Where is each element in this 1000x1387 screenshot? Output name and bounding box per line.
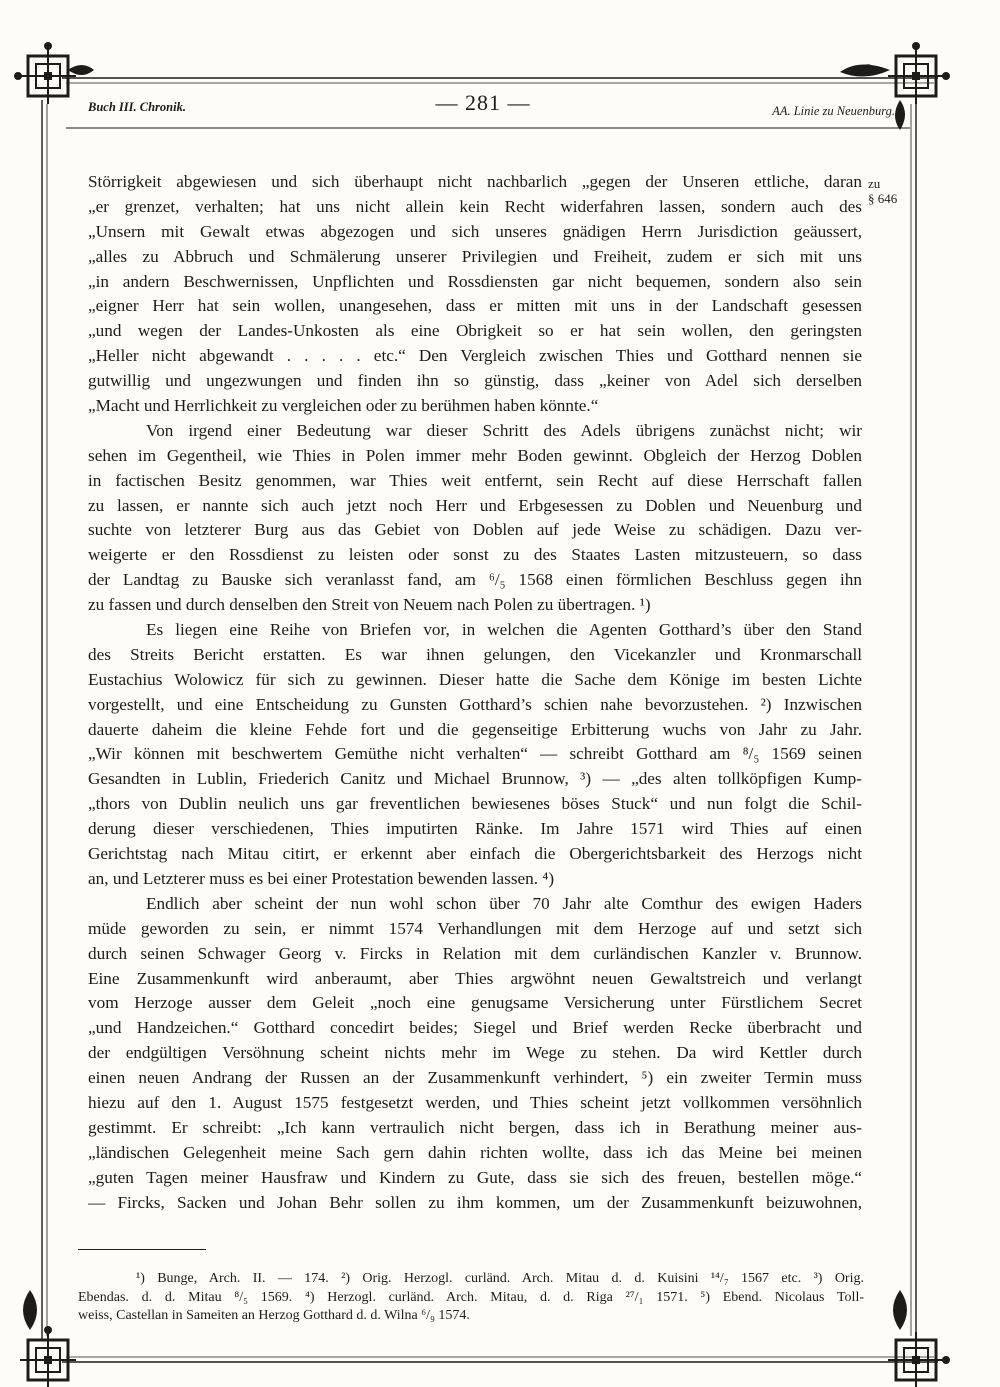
text-line: Gerichtstag nach Mitau citirt, er erkennt aber einfach die Obergerichtsbarkeit des Herzogs nicht <box>88 844 862 864</box>
text-line: „thors von Dublin neulich uns gar freventlichen bewiesenes böses Stuck“ und nun folgt die Schil- <box>88 794 862 814</box>
text-line: — Fircks, Sacken und Johan Behr sollen zu ihm kommen, um der Zusammenkunft beizuwohnen, <box>88 1192 862 1212</box>
body-text <box>88 170 862 1215</box>
text-line: Gesandten in Lublin, Friederich Canitz und Michael Brunnow, ³) — „des alten tollköpfigen Kump- <box>88 769 862 789</box>
text-line: derung dieser verschiedenen, Thies imputirten Ränke. Im Jahre 1571 wird Thies auf einen <box>88 819 862 839</box>
text-line: dauerte daheim die kleine Fehde fort und die gegenseitige Erbitterung wuchs von Jahr zu Jahr. <box>88 719 862 739</box>
text-line: „ländischen Gelegenheit meine Sach gern dahin richten wollte, dass ich das Meine bei meinen <box>88 1142 862 1162</box>
text-line: des Streits Bericht erstatten. Es war ihnen gelungen, den Vicekanzler und Kronmarschall <box>88 644 862 664</box>
text-line: Eustachius Wolowicz für sich zu gewinnen. Dieser hatte die Sache dem Könige im besten Lichte <box>88 669 862 689</box>
corner-ornament-top-left <box>14 42 94 104</box>
text-line: einen neuen Andrang der Russen an der Zusammenkunft verhindert, ⁵) ein zweiter Termin muss <box>88 1068 862 1088</box>
corner-ornament-bottom-left <box>20 1290 76 1387</box>
text-line: „in andern Beschwernissen, Unpflichten und Rossdiensten gar nicht bequemen, sondern also sein <box>88 271 862 291</box>
margin-note <box>868 176 912 206</box>
margin-note-line: zu <box>868 176 881 191</box>
text-line: „und wegen der Landes-Unkosten als eine Obrigkeit so er hat sein wollen, den geringsten <box>88 321 862 341</box>
running-head-left: Buch III. Chronik. <box>88 100 186 114</box>
footnote-line: weiss, Castellan in Sameiten an Herzog Gotthard d. d. Wilna ⁶/₉ 1574. <box>78 1308 470 1323</box>
page-number: — 281 — <box>435 90 531 115</box>
text-line: Störrigkeit abgewiesen und sich überhaupt nicht nachbarlich „gegen der Unseren ettliche, daran <box>88 172 862 191</box>
text-line: Es liegen eine Reihe von Briefen vor, in welchen die Agenten Gotthard’s über den Stand <box>146 620 862 640</box>
footnote-divider <box>78 1249 206 1250</box>
text-line: Eine Zusammenkunft wird anberaumt, aber Thies argwöhnt neuen Gewaltstreich und verlangt <box>88 968 862 988</box>
footnotes <box>78 1270 864 1326</box>
text-line: „guten Tagen meiner Hausfraw und Kindern zu Gute, dass sie sich des freuen, bestellen möge.“ <box>88 1167 862 1187</box>
text-line: vorgestellt, und eine Entscheidung zu Gunsten Gotthard’s schien nahe bevorzustehen. ²) Inzwischen <box>88 694 862 714</box>
text-line: müde geworden zu sein, er nimmt 1574 Verhandlungen mit dem Herzoge auf und setzt sich <box>88 918 862 938</box>
text-line: „Wir können mit beschwertem Gemüthe nicht verhalten“ — schreibt Gotthard am ⁸/₅ 1569 seinen <box>88 744 862 764</box>
margin-note-line: § 646 <box>868 191 898 206</box>
text-line: gestimmt. Er schreibt: „Ich kann vertraulich nicht bergen, dass ich in Berathung meiner aus- <box>88 1117 862 1137</box>
text-line: „Unsern mit Gewalt etwas abgezogen und sich unseres gnädigen Herrn Jurisdiction geäussert, <box>88 221 862 241</box>
text-line: „Macht und Herrlichkeit zu vergleichen oder zu berühmen haben könnte.“ <box>88 396 599 416</box>
text-line: „alles zu Abbruch und Schmälerung unserer Privilegien und Freiheit, zudem er sich mit uns <box>88 246 862 266</box>
text-line: „Heller nicht abgewandt . . . . . etc.“ Den Vergleich zwischen Thies und Gotthard nennen sie <box>88 346 862 366</box>
text-line: sehen im Gegentheil, wie Thies in Polen immer mehr Boden gewinnt. Obgleich der Herzog Doblen <box>88 445 862 465</box>
text-line: vom Herzoge ausser dem Geleit „noch eine genugsame Versicherung unter Fürstlichem Secret <box>88 993 862 1013</box>
text-line: weigerte er den Rossdienst zu leisten oder sonst zu des Staates Lasten mitzusteuern, so dass <box>88 545 862 565</box>
text-line: der Landtag zu Bauske sich veranlasst fand, am ⁶/₅ 1568 einen förmlichen Beschluss gegen ihn <box>88 570 862 590</box>
text-line: der endgültigen Versöhnung scheint nichts mehr im Wege zu stehen. Da wird Kettler durch <box>88 1043 862 1063</box>
text-line: durch seinen Schwager Georg v. Fircks in Relation mit dem curländischen Kanzler v. Brunnow. <box>88 943 862 963</box>
running-head-right: AA. Linie zu Neuenburg. <box>772 104 895 118</box>
text-line: Von irgend einer Bedeutung war dieser Schritt des Adels übrigens zunächst nicht; wir <box>146 420 862 440</box>
corner-ornament-bottom-right <box>888 1290 950 1387</box>
footnote-line: Ebendas. d. d. Mitau ⁸/₅ 1569. ⁴) Herzogl. curländ. Arch. Mitau, d. d. Riga ²⁷/₁ 1571. ⁵) Ebend. Nicolaus Toll- <box>78 1289 864 1305</box>
text-line: „eigner Herr hat sein wollen, unangesehen, dass er mitten mit uns in der Landschaft gesessen <box>88 296 862 316</box>
text-line: Endlich aber scheint der nun wohl schon über 70 Jahr alte Comthur des ewigen Haders <box>146 893 862 913</box>
footnote-line: ¹) Bunge, Arch. II. — 174. ²) Orig. Herzogl. curländ. Arch. Mitau d. d. Kuisini ¹⁴/₇ 1567 etc. ³) Orig. <box>136 1271 864 1286</box>
text-line: „und Handzeichen.“ Gotthard concedirt beides; Siegel und Brief werden Recke überbracht und <box>88 1018 862 1038</box>
text-line: zu fassen und durch denselben den Streit von Neuem nach Polen zu übertragen. ¹) <box>88 595 651 615</box>
text-line: in factischen Besitz genommen, war Thies weit entfernt, sein Recht auf diese Herrschaft fallen <box>88 470 862 490</box>
text-line: zu lassen, er nannte sich auch jetzt noch Herr und Erbgesessen zu Doblen und Neuenburg und <box>88 495 862 515</box>
text-line: suchte von letzterer Burg aus das Gebiet von Doblen auf jede Weise zu schädigen. Dazu ver- <box>88 520 862 540</box>
text-line: „er grenzet, verhalten; hat uns nicht allein kein Recht widerfahren lassen, sondern auch des <box>88 196 862 216</box>
text-line: hiezu auf den 1. August 1575 festgesetzt werden, und Thies scheint jetzt vollkommen versöhnlich <box>88 1092 862 1112</box>
text-line: gutwillig und ungezwungen und finden ihn so günstig, dass „keiner von Adel sich derselben <box>88 371 862 391</box>
text-line: an, und Letzterer muss es bei einer Protestation bewenden lassen. ⁴) <box>88 868 555 888</box>
